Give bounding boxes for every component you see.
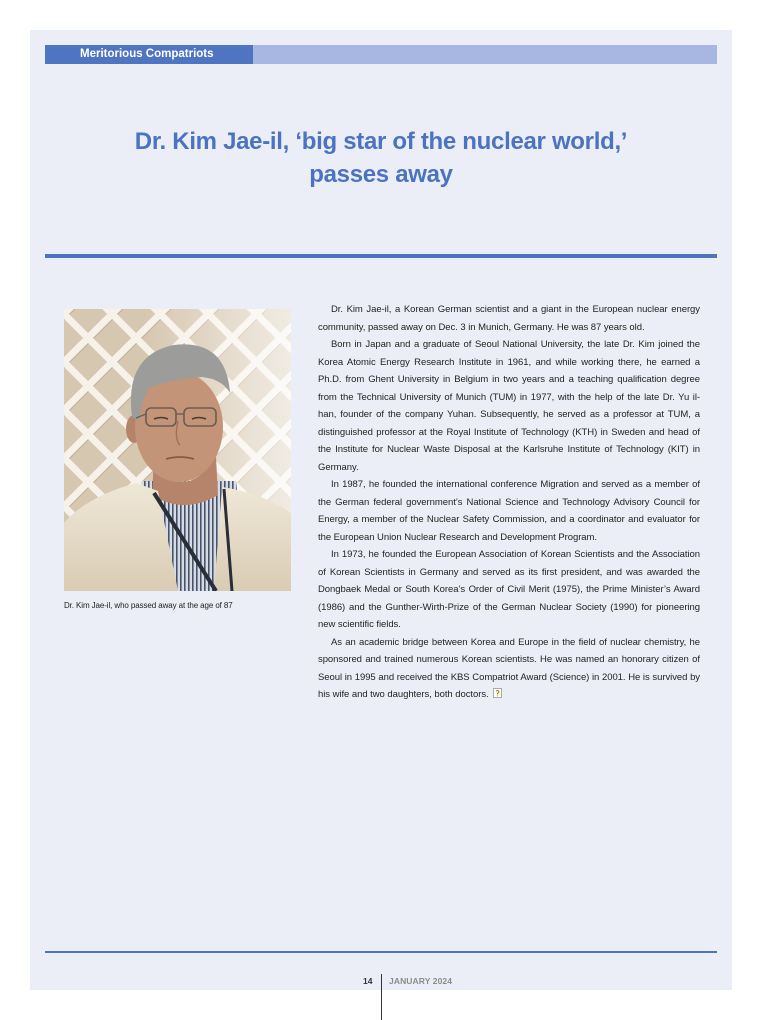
- body-paragraph-last: [318, 634, 700, 704]
- article-title: [30, 125, 732, 191]
- section-tag-bar: [253, 45, 717, 64]
- article-title-line-1: Dr. Kim Jae-il, ‘big star of the nuclear world,’: [134, 128, 628, 155]
- portrait-illustration: [64, 309, 291, 591]
- body-paragraph: Dr. Kim Jae-il, a Korean German scientist and a giant in the European nuclear energy community, passed away on Dec. 3 in Munich, Germany. He was 87 years old.: [318, 304, 700, 333]
- footer-divider-line: [45, 951, 717, 953]
- article-title-line-2: passes away: [309, 161, 453, 188]
- issue-date: JANUARY 2024: [389, 976, 453, 986]
- section-tag: Meritorious Compatriots: [45, 45, 253, 64]
- article-body: [318, 301, 700, 704]
- title-divider: [45, 254, 717, 258]
- portrait-photo: [64, 309, 291, 591]
- page-number: 14: [363, 976, 373, 986]
- footer-vertical-divider: [381, 974, 382, 1020]
- body-paragraph: Born in Japan and a graduate of Seoul National University, the late Dr. Kim joined the Korea Atomic Energy Research Institute in 1961, and while working there, he earned a Ph.D. from Ghent University in Belgium in two years and a teaching qualification degree from the Technical University of Munich (TUM) in 1977, with the help of the late Dr. Yu il-han, founder of the company Yuhan. Subsequently, he served as a professor at TUM, a distinguished professor at the Royal Institute of Technology (KTH) in Sweden and head of the Institute for Nuclear Waste Disposal at the Karlsruhe Institute of Technology (KIT) in Germany.: [318, 339, 700, 473]
- photo-caption: Dr. Kim Jae-il, who passed away at the age of 87: [64, 601, 233, 610]
- body-paragraph-text: As an academic bridge between Korea and Europe in the field of nuclear chemistry, he sponsored and trained numerous Korean scientists. He was named an honorary citizen of Seoul in 1995 and received the KBS Compatriot Award (Science) in 2001. He is survived by his wife and two daughters, both doctors.: [318, 636, 700, 700]
- body-paragraph: In 1973, he founded the European Association of Korean Scientists and the Association of Korean Scientists in Germany and served as its first president, and was awarded the Dongbaek Medal or South Korea’s Order of Civil Merit (1975), the Prime Minister’s Award (1986) and the Gunther-Wirth-Prize of the German Nuclear Society (1990) for pioneering new scientific fields.: [318, 549, 700, 630]
- end-mark-icon: [493, 688, 502, 698]
- body-paragraph: In 1987, he founded the international conference Migration and served as a member of the German federal government’s National Science and Technology Advisory Council for Energy, a member of the Nuclear Safety Commission, and a coordinator and evaluator for the European Union Nuclear Research and Development Program.: [318, 479, 700, 543]
